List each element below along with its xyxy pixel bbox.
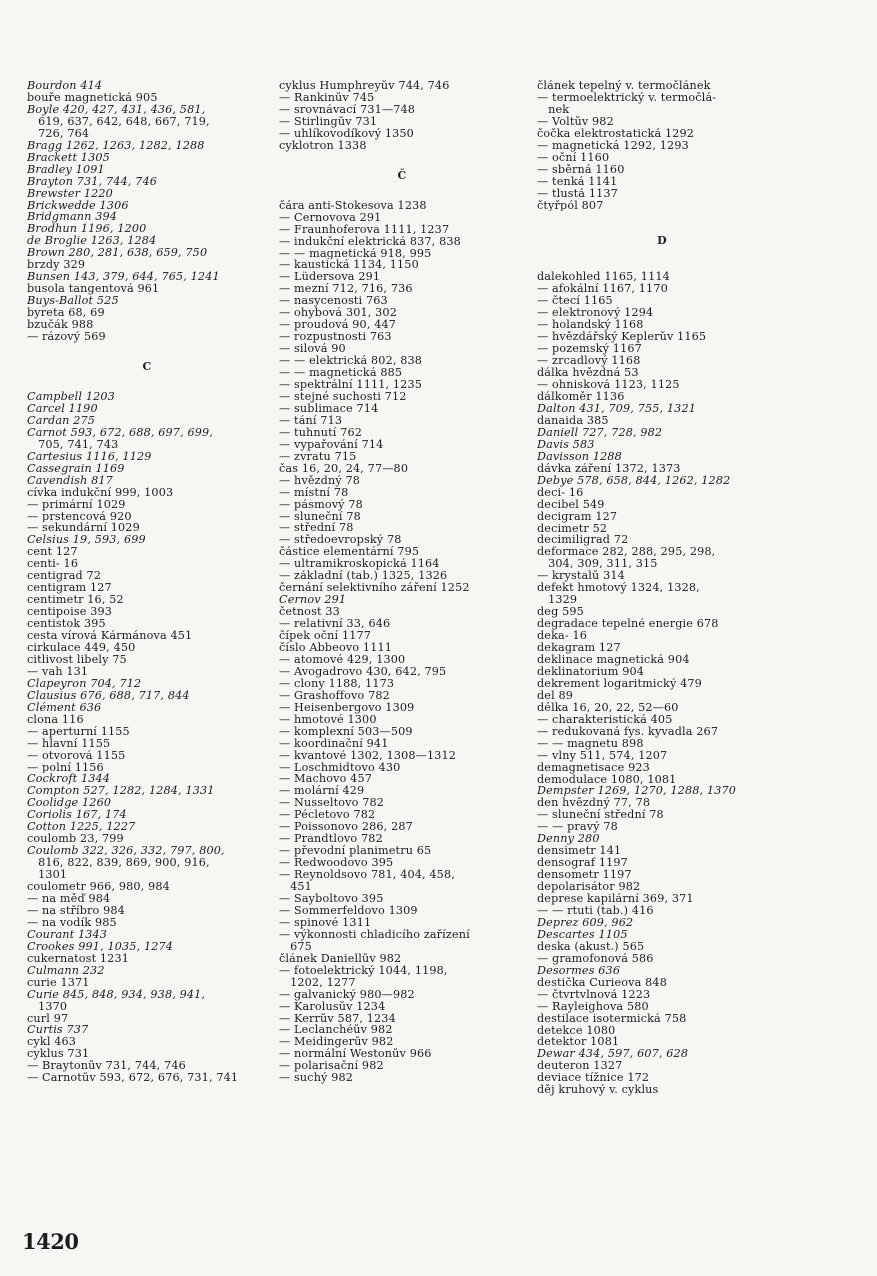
index-entry-person: Cassegrain 1169: [27, 462, 125, 475]
index-entry-person: Dalton 431, 709, 755, 1321: [537, 402, 696, 415]
index-entry-person: Cardan 275: [27, 414, 96, 427]
index-entry: — Carnotův 593, 672, 676, 731, 741: [27, 1072, 239, 1085]
index-entry-person: Clément 636: [27, 701, 102, 714]
index-entry: bouře magnetická 905: [27, 91, 158, 104]
index-entry: — tenká 1141: [537, 175, 618, 188]
index-entry: — Sommerfeldovo 1309: [279, 904, 418, 917]
index-entry: deci- 16: [537, 486, 584, 499]
index-entry: — nasycenosti 763: [279, 295, 388, 308]
index-entry: depolarisátor 982: [537, 881, 641, 894]
index-entry: clona 116: [27, 713, 84, 726]
index-entry: — sekundární 1029: [27, 522, 140, 535]
index-entry: byreta 68, 69: [27, 307, 105, 320]
index-entry: densometr 1197: [537, 869, 632, 882]
index-entry: čtyřpól 807: [537, 199, 604, 212]
index-entry: 675: [279, 940, 312, 953]
index-entry: cívka indukční 999, 1003: [27, 486, 174, 499]
index-entry: — Karolusův 1234: [279, 1000, 386, 1013]
index-entry: — otvorová 1155: [27, 749, 126, 762]
index-entry: — Heisenbergovo 1309: [279, 701, 415, 714]
index-entry: deg 595: [537, 606, 584, 619]
index-entry: dávka záření 1372, 1373: [537, 462, 681, 475]
index-entry: — magnetická 1292, 1293: [537, 139, 689, 152]
index-entry: deklinace magnetická 904: [537, 653, 690, 666]
index-entry: den hvězdný 77, 78: [537, 797, 651, 810]
index-entry: — ultramikroskopická 1164: [279, 558, 440, 571]
page-number: 1420: [22, 1229, 79, 1254]
index-entry: — Braytonův 731, 744, 746: [27, 1060, 186, 1073]
index-column-2: [279, 80, 525, 1084]
index-entry: — zrcadlový 1168: [537, 355, 641, 368]
index-entry: busola tangentová 961: [27, 283, 160, 296]
index-entry: — elektronový 1294: [537, 307, 654, 320]
index-entry: cirkulace 449, 450: [27, 641, 136, 654]
index-entry-person: Clapeyron 704, 712: [27, 677, 142, 690]
index-entry: čípek oční 1177: [279, 630, 372, 642]
index-entry: decibel 549: [537, 498, 605, 511]
index-entry: — hvězdný 78: [279, 474, 361, 487]
index-entry-person: Debye 578, 658, 844, 1262, 1282: [537, 474, 731, 487]
index-entry: cykl 463: [27, 1036, 77, 1049]
index-entry: — ohnisková 1123, 1125: [537, 379, 680, 392]
index-entry: cukernatost 1231: [27, 952, 129, 965]
index-entry: deuteron 1327: [537, 1060, 623, 1073]
index-entry: — hlavní 1155: [27, 737, 111, 750]
index-entry: — výkonnosti chladicího zařízení: [279, 928, 470, 941]
index-entry: — Machovo 457: [279, 773, 372, 786]
index-entry: danaida 385: [537, 414, 609, 427]
index-entry: — holandský 1168: [537, 319, 644, 332]
index-entry: — pásmový 78: [279, 498, 363, 511]
index-entry: — mezní 712, 716, 736: [279, 283, 413, 296]
index-entry-person: Bridgmann 394: [27, 211, 118, 224]
index-entry: curie 1371: [27, 976, 90, 989]
index-entry: — na vodík 985: [27, 916, 117, 929]
index-entry: — pozemský 1167: [537, 343, 642, 356]
index-entry: destička Curieova 848: [537, 976, 667, 989]
index-entry: — kvantové 1302, 1308—1312: [279, 749, 457, 762]
index-entry-person: Davis 583: [537, 438, 595, 451]
index-entry: — tlustá 1137: [537, 187, 618, 200]
index-entry-person: Bragg 1262, 1263, 1282, 1288: [27, 139, 205, 152]
index-entry: — Poissonovo 286, 287: [279, 821, 413, 834]
index-entry-person: Brickwedde 1306: [27, 199, 129, 212]
index-entry-person: Desormes 636: [537, 964, 621, 977]
index-entry: — Lüdersova 291: [279, 271, 381, 284]
index-entry: — gramofonová 586: [537, 952, 654, 965]
index-entry: detekce 1080: [537, 1024, 616, 1037]
index-entry: — čtvrtvlnová 1223: [537, 988, 651, 1001]
index-entry-person: Curtis 737: [27, 1024, 89, 1037]
index-entry: decigram 127: [537, 510, 618, 523]
index-entry-person: Brayton 731, 744, 746: [27, 175, 157, 188]
index-entry: děj kruhový v. cyklus: [537, 1084, 659, 1097]
index-entry: — ohybová 301, 302: [279, 307, 397, 320]
index-entry: demodulace 1080, 1081: [537, 773, 677, 786]
index-entry: — sluneční střední 78: [537, 809, 664, 822]
index-entry: — Grashoffovo 782: [279, 689, 390, 702]
index-entry: — oční 1160: [537, 151, 610, 164]
index-entry-person: Bunsen 143, 379, 644, 765, 1241: [27, 271, 220, 284]
index-entry-person: Dempster 1269, 1270, 1288, 1370: [537, 785, 736, 798]
index-entry: čočka elektrostatická 1292: [537, 127, 695, 140]
index-entry: — normální Westonův 966: [279, 1048, 432, 1061]
index-entry: deprese kapilární 369, 371: [537, 893, 694, 905]
index-entry: — termoelektrický v. termočlá-: [537, 91, 717, 104]
index-entry-person: Courant 1343: [27, 928, 108, 941]
index-entry: deformace 282, 288, 295, 298,: [537, 546, 716, 559]
index-entry: — na stříbro 984: [27, 904, 125, 917]
index-entry: — zvratu 715: [279, 450, 357, 463]
index-entry: demagnetisace 923: [537, 761, 650, 774]
index-entry: — stejné suchosti 712: [279, 390, 407, 403]
index-entry: centipoise 393: [27, 606, 113, 619]
index-entry: — redukovaná fys. kyvadla 267: [537, 725, 719, 738]
index-entry: — Fraunhoferova 1111, 1237: [279, 223, 450, 236]
section-letter: Č: [397, 168, 407, 182]
index-entry: dekrement logaritmický 479: [537, 677, 702, 690]
index-entry: — hvězdářský Keplerův 1165: [537, 331, 707, 344]
index-entry: — krystalů 314: [537, 570, 625, 583]
index-entry: číslo Abbeovo 1111: [279, 641, 392, 654]
index-entry-person: Curie 845, 848, 934, 938, 941,: [27, 988, 206, 1001]
index-entry: — spektrální 1111, 1235: [279, 379, 422, 391]
index-column-1: [27, 80, 267, 1084]
index-entry: — komplexní 503—509: [279, 725, 413, 738]
index-entry: — čtecí 1165: [537, 295, 613, 308]
index-entry: brzdy 329: [27, 259, 86, 272]
index-entry: článek tepelný v. termočlánek: [537, 80, 711, 92]
index-entry-person: Crookes 991, 1035, 1274: [27, 940, 174, 953]
index-entry: článek Daniellův 982: [279, 952, 402, 965]
index-entry: — uhlíkovodíkový 1350: [279, 127, 414, 140]
index-entry: — — magnetická 918, 995: [279, 247, 432, 260]
index-entry: — Leclanchéův 982: [279, 1024, 393, 1037]
index-entry-person: Bourdon 414: [27, 80, 103, 92]
index-entry: — primární 1029: [27, 498, 126, 511]
index-entry-person: Celsius 19, 593, 699: [27, 534, 146, 547]
index-entry: — sluneční 78: [279, 510, 361, 523]
index-entry: — střední 78: [279, 522, 354, 535]
index-entry: dalekohled 1165, 1114: [537, 271, 670, 284]
index-entry: bzučák 988: [27, 319, 94, 332]
index-entry-person: Descartes 1105: [537, 928, 628, 941]
index-entry: — základní (tab.) 1325, 1326: [279, 570, 448, 583]
index-entry: černání selektivního záření 1252: [279, 582, 470, 595]
index-entry: — relativní 33, 646: [279, 618, 391, 631]
index-entry: — Rankinův 745: [279, 91, 375, 104]
index-entry: — indukční elektrická 837, 838: [279, 235, 461, 248]
index-entry-person: Brown 280, 281, 638, 659, 750: [27, 247, 208, 260]
index-entry-person: Cartesius 1116, 1129: [27, 450, 152, 463]
index-entry: densograf 1197: [537, 857, 628, 870]
index-entry: — prstencová 920: [27, 510, 132, 523]
index-entry: — hmotové 1300: [279, 713, 377, 726]
index-entry-person: Denny 280: [537, 833, 600, 846]
index-entry: — kaustická 1134, 1150: [279, 259, 419, 272]
index-entry: — spinové 1311: [279, 916, 372, 929]
index-entry: deviace tížnice 172: [537, 1072, 650, 1085]
index-entry-person: Cockroft 1344: [27, 773, 111, 786]
index-entry: — Sayboltovo 395: [279, 893, 384, 905]
index-entry: cyklotron 1338: [279, 139, 367, 152]
index-entry: — Loschmidtovo 430: [279, 761, 401, 774]
index-entry: — — magnetu 898: [537, 737, 644, 750]
index-entry: — koordinační 941: [279, 737, 389, 750]
index-entry-person: Brodhun 1196, 1200: [27, 223, 147, 236]
index-entry: — clony 1188, 1173: [279, 677, 395, 690]
index-entry: centigrad 72: [27, 570, 102, 583]
index-entry: — tuhnutí 762: [279, 426, 362, 439]
index-entry: — Prandtlovo 782: [279, 833, 383, 846]
section-letter: D: [657, 234, 667, 248]
index-entry: čára anti-Stokesova 1238: [279, 199, 427, 212]
index-entry: centi- 16: [27, 558, 79, 571]
index-entry: nek: [537, 103, 570, 116]
index-entry-person: Davisson 1288: [537, 450, 622, 463]
index-entry-person: Boyle 420, 427, 431, 436, 581,: [27, 103, 206, 116]
index-entry: decimetr 52: [537, 522, 608, 535]
index-entry: 1301: [27, 869, 68, 882]
index-entry: — galvanický 980—982: [279, 988, 415, 1001]
index-entry: cyklus Humphreyův 744, 746: [279, 80, 450, 92]
index-entry: dálka hvězdná 53: [537, 367, 639, 380]
index-entry: — místní 78: [279, 486, 349, 499]
index-entry: — srovnávací 731—748: [279, 103, 416, 116]
index-entry-person: Coriolis 167, 174: [27, 809, 127, 822]
index-entry: — vah 131: [27, 665, 89, 678]
index-entry: délka 16, 20, 22, 52—60: [537, 701, 679, 714]
section-letter: C: [142, 359, 152, 373]
index-entry: deska (akust.) 565: [537, 940, 645, 953]
index-entry: — — magnetická 885: [279, 367, 403, 380]
index-entry: — vypařování 714: [279, 438, 384, 451]
index-entry: coulometr 966, 980, 984: [27, 881, 170, 893]
index-entry-person: Černov 291: [279, 594, 347, 607]
index-entry: — sběrná 1160: [537, 163, 625, 176]
index-entry: deka- 16: [537, 630, 588, 643]
index-entry: — tání 713: [279, 414, 343, 427]
index-entry: — fotoelektrický 1044, 1198,: [279, 964, 448, 977]
index-entry: — Redwoodovo 395: [279, 857, 394, 870]
index-entry: defekt hmotový 1324, 1328,: [537, 582, 700, 595]
index-entry-person: Brewster 1220: [27, 187, 113, 200]
index-entry: cesta vírová Kármánova 451: [27, 630, 193, 642]
index-entry: — Voltův 982: [537, 115, 614, 128]
index-entry-person: Bradley 1091: [27, 163, 105, 176]
index-entry: — středoevropský 78: [279, 534, 402, 547]
index-entry: deklinatorium 904: [537, 665, 645, 678]
index-entry: — rozpustnosti 763: [279, 331, 392, 344]
index-entry-person: de Broglie 1263, 1284: [27, 235, 157, 248]
index-entry: 1329: [537, 594, 578, 607]
index-entry: čas 16, 20, 24, 77—80: [279, 462, 409, 475]
index-entry-person: Campbell 1203: [27, 390, 115, 403]
index-entry: — sublimace 714: [279, 402, 379, 415]
index-entry: cyklus 731: [27, 1048, 90, 1061]
index-entry-person: Deprez 609, 962: [537, 916, 634, 929]
index-entry-person: Culmann 232: [27, 964, 105, 977]
index-entry: curl 97: [27, 1012, 69, 1025]
index-entry: — převodní planimetru 65: [279, 845, 432, 858]
index-entry-person: Coolidge 1260: [27, 797, 112, 810]
index-entry: 816, 822, 839, 869, 900, 916,: [27, 857, 210, 870]
index-entry: — — pravý 78: [537, 821, 618, 834]
index-entry-person: Buys-Ballot 525: [27, 295, 119, 308]
index-entry: — afokální 1167, 1170: [537, 283, 668, 296]
index-entry: — suchý 982: [279, 1072, 354, 1085]
index-entry: 705, 741, 743: [27, 438, 119, 451]
index-entry: — aperturní 1155: [27, 725, 130, 738]
index-entry: — na měď 984: [27, 893, 111, 905]
index-entry: četnost 33: [279, 606, 340, 619]
index-entry: citlivost libely 75: [27, 653, 127, 666]
index-entry: 726, 764: [27, 127, 90, 140]
index-entry: — atomové 429, 1300: [279, 653, 406, 666]
index-entry: detektor 1081: [537, 1036, 620, 1049]
index-entry: decimiligrad 72: [537, 534, 629, 547]
index-entry: — molární 429: [279, 785, 365, 798]
index-entry: del 89: [537, 689, 574, 702]
index-entry: — polní 1156: [27, 761, 104, 774]
index-entry: centimetr 16, 52: [27, 594, 124, 607]
index-entry: coulomb 23, 799: [27, 833, 124, 846]
index-entry: — Nusseltovo 782: [279, 797, 385, 810]
index-entry: — silová 90: [279, 343, 346, 356]
index-entry: — proudová 90, 447: [279, 319, 397, 332]
index-entry: — charakteristická 405: [537, 713, 673, 726]
index-entry: — — rtuti (tab.) 416: [537, 905, 654, 917]
index-entry: 1370: [27, 1000, 68, 1013]
index-entry: — Kerrův 587, 1234: [279, 1012, 396, 1025]
index-entry-person: Cavendish 817: [27, 474, 113, 487]
index-entry-person: Coulomb 322, 326, 332, 797, 800,: [27, 845, 225, 858]
index-entry: částice elementární 795: [279, 546, 420, 559]
index-entry-person: Cotton 1225, 1227: [27, 821, 136, 834]
index-entry-person: Compton 527, 1282, 1284, 1331: [27, 785, 215, 798]
index-entry: — vlny 511, 574, 1207: [537, 749, 668, 762]
index-entry-person: Dewar 434, 597, 607, 628: [537, 1048, 689, 1061]
index-entry: — Černovova 291: [279, 211, 382, 224]
index-entry: — Stirlingův 731: [279, 115, 378, 128]
index-entry: cent 127: [27, 546, 78, 559]
index-entry: centistok 395: [27, 618, 106, 631]
index-entry: — Meidingerův 982: [279, 1036, 394, 1049]
index-entry: — Pécletovo 782: [279, 809, 376, 822]
index-entry: destilace isotermická 758: [537, 1012, 687, 1025]
index-entry: — — elektrická 802, 838: [279, 355, 423, 368]
index-entry-person: Daniell 727, 728, 982: [537, 426, 663, 439]
index-entry: centigram 127: [27, 582, 112, 595]
index-entry: — Avogadrovo 430, 642, 795: [279, 665, 447, 678]
index-entry: 619, 637, 642, 648, 667, 719,: [27, 115, 210, 128]
index-entry-person: Brackett 1305: [27, 151, 110, 164]
index-entry: — Rayleighova 580: [537, 1000, 649, 1013]
index-entry: — polarisační 982: [279, 1060, 384, 1073]
index-entry-person: Carcel 1190: [27, 402, 98, 415]
index-entry: densimetr 141: [537, 845, 622, 858]
index-entry: dálkoměr 1136: [537, 391, 625, 403]
index-entry: 451: [279, 881, 312, 893]
index-entry: — rázový 569: [27, 331, 106, 343]
index-entry-person: Carnot 593, 672, 688, 697, 699,: [27, 426, 213, 439]
index-entry: dekagram 127: [537, 642, 621, 654]
index-column-3: [537, 80, 787, 1096]
index-entry: — Reynoldsovo 781, 404, 458,: [279, 869, 455, 882]
index-entry: 1202, 1277: [279, 976, 356, 989]
index-entry: degradace tepelné energie 678: [537, 618, 719, 631]
index-entry: 304, 309, 311, 315: [537, 558, 658, 571]
index-entry-person: Clausius 676, 688, 717, 844: [27, 689, 190, 702]
